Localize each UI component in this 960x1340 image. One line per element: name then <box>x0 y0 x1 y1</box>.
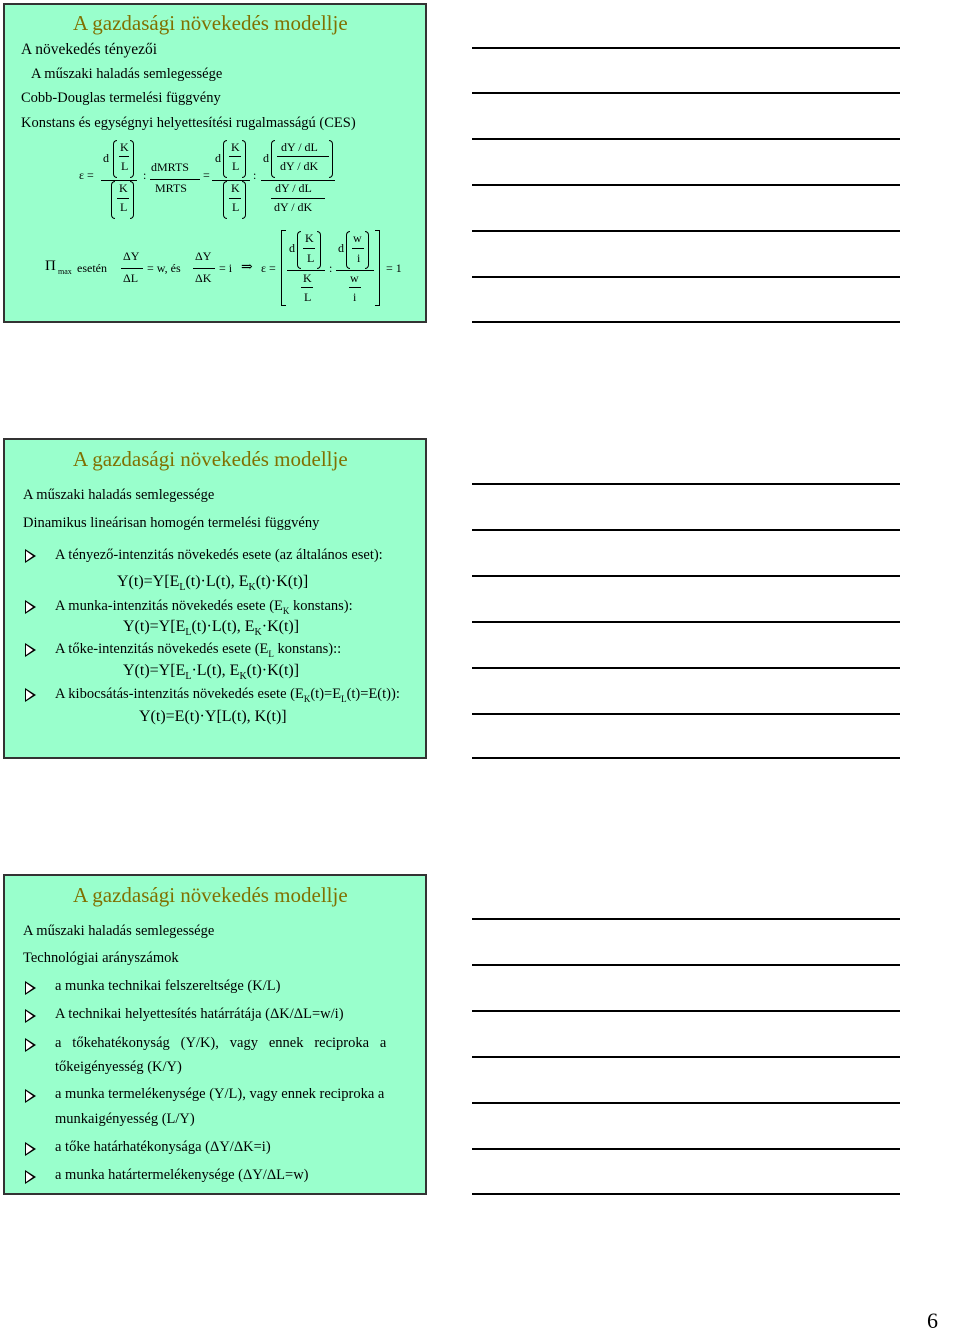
slide-1: A gazdasági növekedés modellje A növekedés tényezői A műszaki haladás semlegessége Cobb-Douglas termelési függvény Konstans és egységnyi helyettesítési rugalmasságú (CES) ε = d K L K L : dMRTS MRTS = d K L K L : d dY / dL dY / dK dY / dL dY / dK Π max esetén ΔY ΔL = w, és ΔY ΔK = i ⇒ ε = d K L K L : d w i w i = 1 <box>3 3 427 323</box>
list-item: a tőke határhatékonysága (ΔY/ΔK=i) <box>55 1139 271 1155</box>
list-item-cont: munkaigényesség (L/Y) <box>55 1111 195 1127</box>
list-item: a munka termelékenysége (Y/L), vagy ennek reciproka a <box>55 1086 385 1102</box>
list-item: A tőke-intenzitás növekedés esete ($E_L$ konstans):: <box>55 641 342 659</box>
heading-neutrality: A műszaki haladás semlegessége <box>23 923 215 939</box>
formula-general: $Y(t)=Y[E_L(t)\cdot L(t)$, $E_K(t)\cdot K(t)$] <box>117 573 309 594</box>
formula-capital: $Y(t)=Y[E_L\cdot L(t)$, $E_K(t)\cdot K(t)$] <box>123 662 300 683</box>
formula-labor: $Y(t)=Y[E_L(t)\cdot L(t)$, $E_K\cdot K(t)$] <box>123 618 300 639</box>
heading-neutrality: A műszaki haladás semlegessége <box>31 66 223 82</box>
bullet-arrow-icon <box>25 688 37 702</box>
slide-title: A gazdasági növekedés modellje <box>73 11 348 35</box>
list-item: A tényező-intenzitás növekedés esete (az általános eset): <box>55 547 383 563</box>
formula-output: Y(t)=E(t)·Y[L(t), K(t)] <box>139 708 287 725</box>
bullet-arrow-icon <box>25 981 37 995</box>
list-item: a munka technikai felszereltsége (K/L) <box>55 978 281 994</box>
bullet-arrow-icon <box>25 1089 37 1103</box>
bullet-arrow-icon <box>25 1142 37 1156</box>
list-item: a munka határtermelékenysége (ΔY/ΔL=w) <box>55 1167 309 1183</box>
heading-cobb-douglas: Cobb-Douglas termelési függvény <box>21 90 221 106</box>
bullet-arrow-icon <box>25 600 37 614</box>
list-item-cont: tőkeigényesség (K/Y) <box>55 1059 182 1075</box>
heading-neutrality: A műszaki haladás semlegessége <box>23 487 215 503</box>
slide-title: A gazdasági növekedés modellje <box>73 447 348 471</box>
bullet-arrow-icon <box>25 643 37 657</box>
heading-dynamic: Dinamikus lineárisan homogén termelési függvény <box>23 515 320 531</box>
slide-title: A gazdasági növekedés modellje <box>73 883 348 907</box>
page-number: 6 <box>927 1308 938 1333</box>
heading-factors: A növekedés tényezői <box>21 41 158 58</box>
slide-3 <box>3 874 427 1195</box>
list-item: A munka-intenzitás növekedés esete ($E_K$ konstans): <box>55 598 353 616</box>
list-item: a tőkehatékonyság (Y/K), vagy ennek reciproka a <box>55 1035 387 1051</box>
bullet-arrow-icon <box>25 1038 37 1052</box>
slide-2 <box>3 438 427 759</box>
heading-tech-ratios: Technológiai arányszámok <box>23 950 179 966</box>
list-item: A kibocsátás-intenzitás növekedés esete $(E_K(t)=E_L(t)=E(t))$: <box>55 686 400 704</box>
heading-ces: Konstans és egységnyi helyettesítési rugalmasságú (CES) <box>21 115 356 131</box>
bullet-arrow-icon <box>25 1170 37 1184</box>
bullet-arrow-icon <box>25 1009 37 1023</box>
list-item: A technikai helyettesítés határrátája (ΔK/ΔL=w/i) <box>55 1006 344 1022</box>
bullet-arrow-icon <box>25 549 37 563</box>
